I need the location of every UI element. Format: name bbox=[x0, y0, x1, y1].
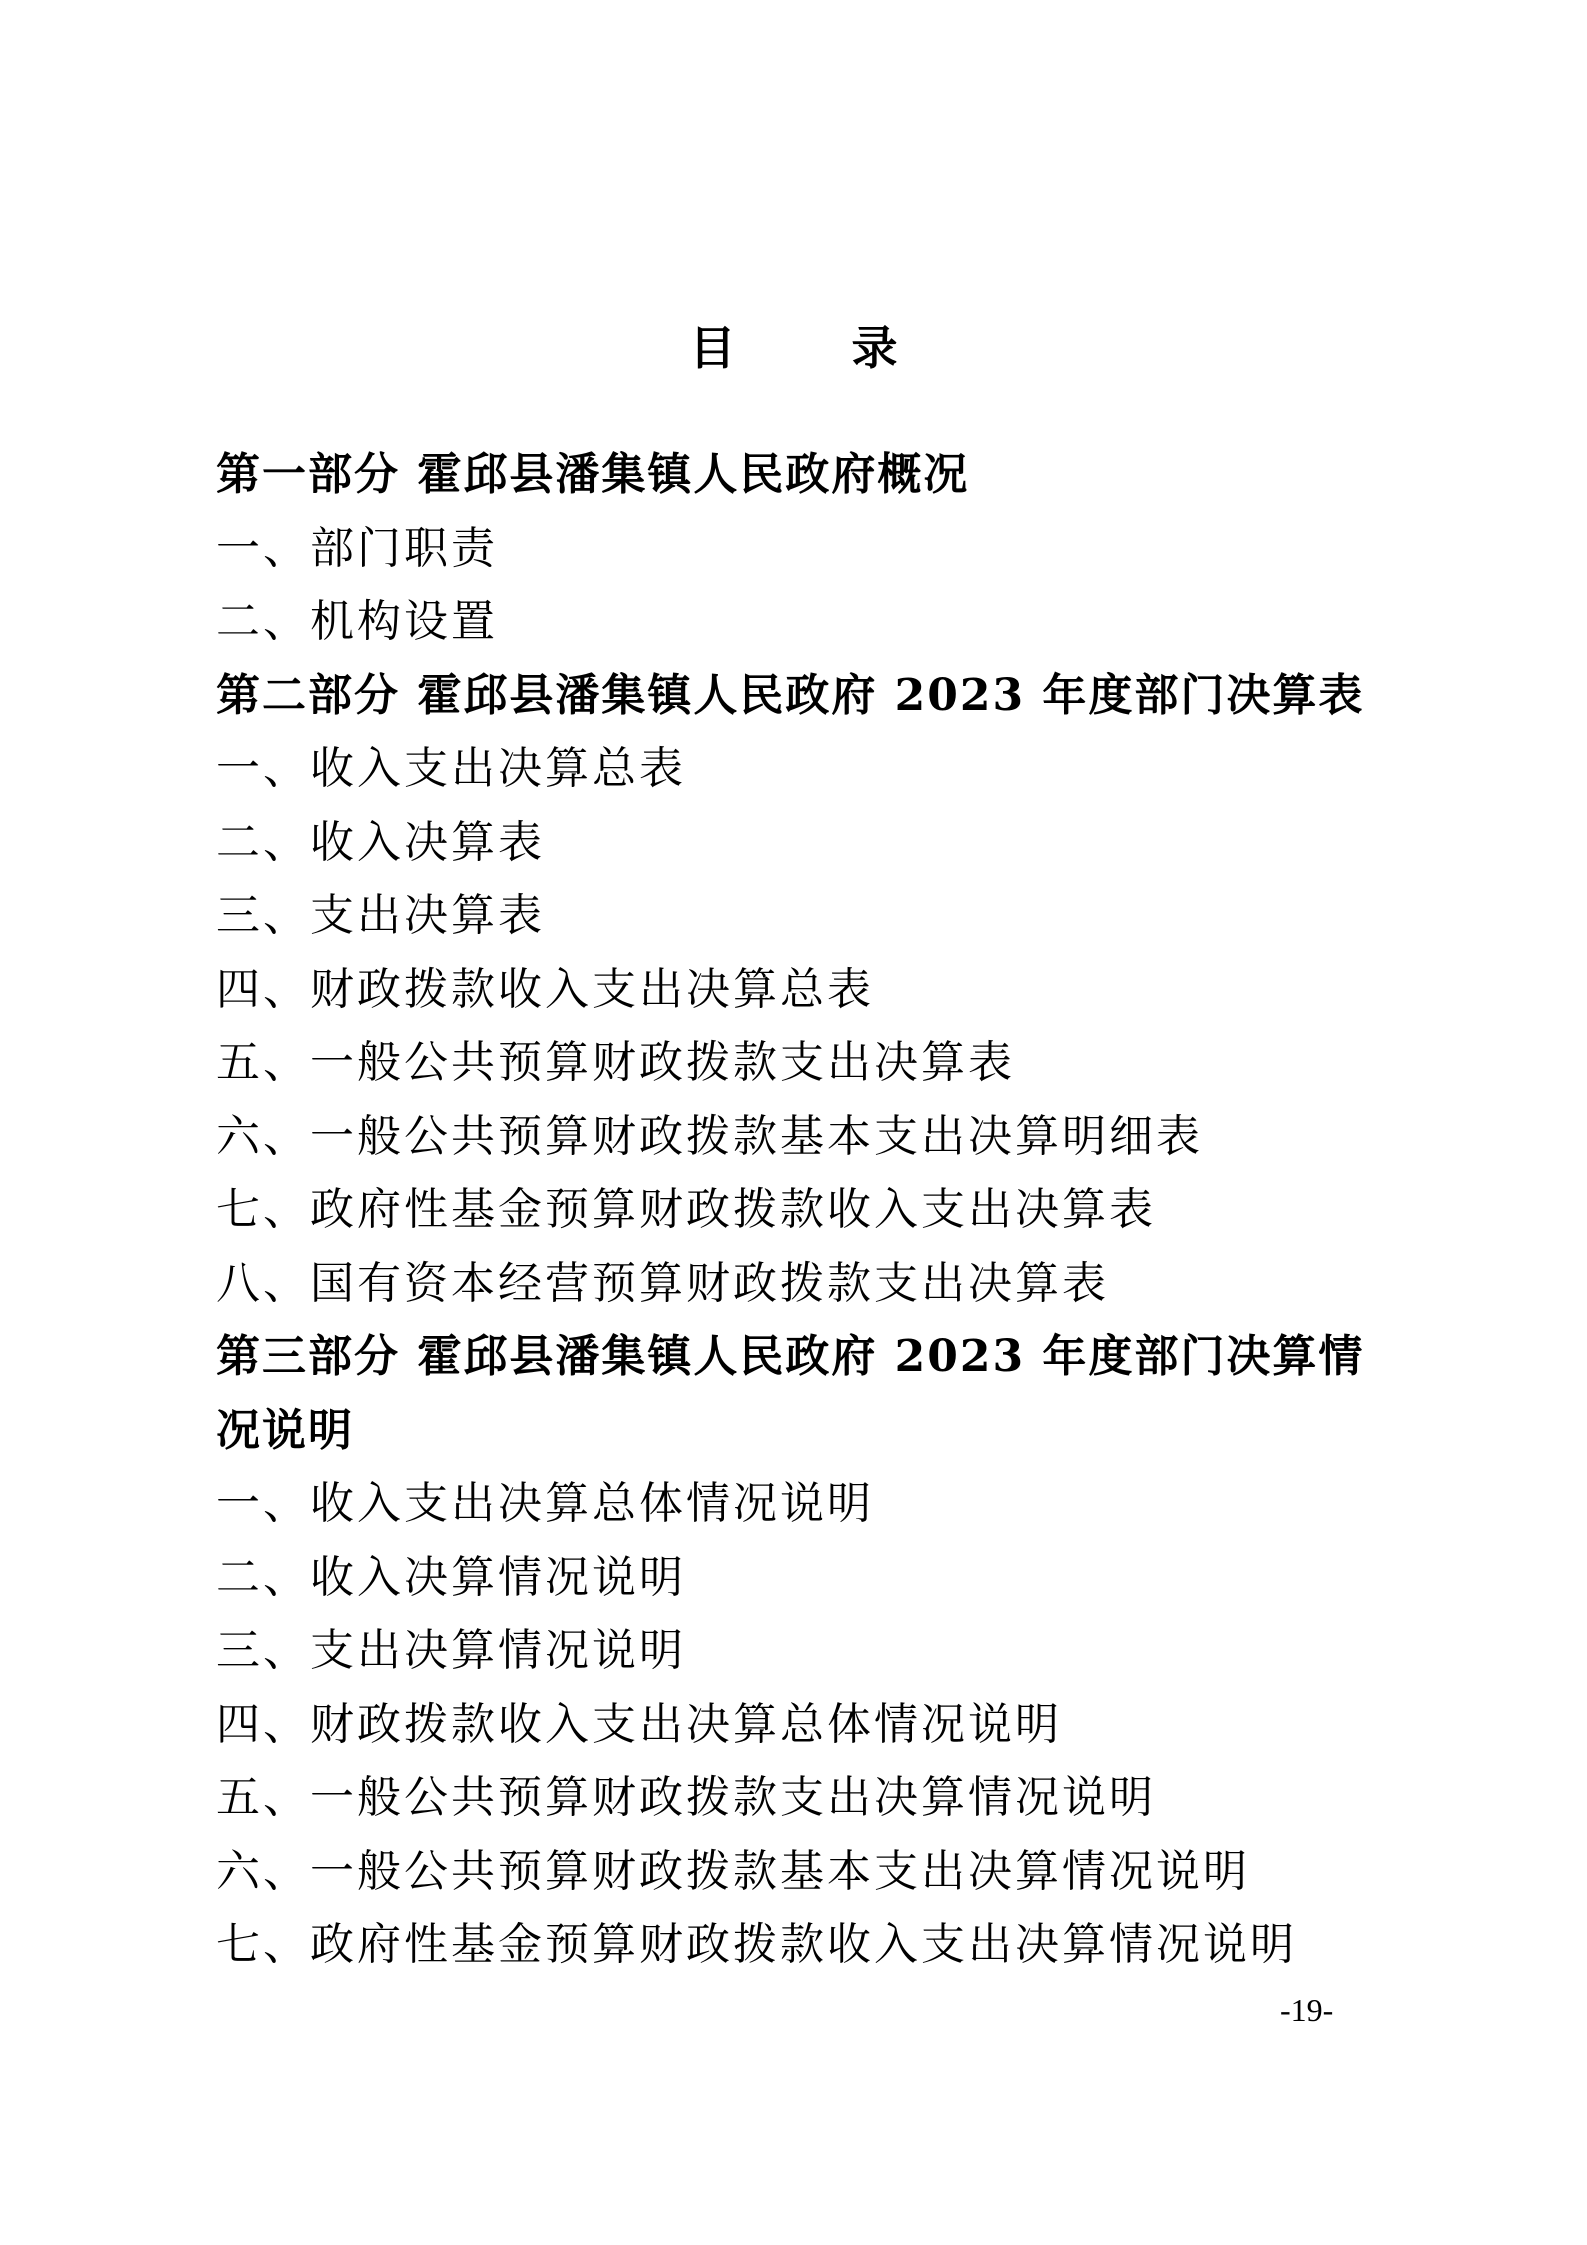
toc-item: 一、收入支出决算总体情况说明 bbox=[216, 1478, 874, 1529]
page-number: -19- bbox=[1280, 1992, 1334, 2028]
toc-item: 五、一般公共预算财政拨款支出决算表 bbox=[216, 1037, 1015, 1088]
table-of-contents bbox=[216, 438, 1416, 1982]
toc-item: 二、收入决算情况说明 bbox=[216, 1551, 686, 1603]
toc-item: 八、国有资本经营预算财政拨款支出决算表 bbox=[216, 1257, 1109, 1309]
toc-item: 六、一般公共预算财政拨款基本支出决算明细表 bbox=[216, 1110, 1203, 1162]
toc-item: 三、支出决算表 bbox=[216, 890, 545, 941]
toc-item: 六、一般公共预算财政拨款基本支出决算情况说明 bbox=[216, 1845, 1250, 1897]
toc-part3-heading: 第三部分 霍邱县潘集镇人民政府 2023 年度部门决算情 bbox=[216, 1331, 1365, 1382]
toc-item: 一、部门职责 bbox=[216, 522, 498, 574]
toc-item: 二、机构设置 bbox=[216, 596, 498, 647]
toc-item: 七、政府性基金预算财政拨款收入支出决算情况说明 bbox=[216, 1919, 1297, 1970]
toc-item: 二、收入决算表 bbox=[216, 816, 545, 868]
toc-part1-heading: 第一部分 霍邱县潘集镇人民政府概况 bbox=[216, 449, 970, 500]
toc-title: 目 录 bbox=[689, 321, 948, 375]
toc-item: 三、支出决算情况说明 bbox=[216, 1625, 686, 1676]
toc-item: 四、财政拨款收入支出决算总体情况说明 bbox=[216, 1698, 1062, 1750]
toc-part3-heading-continued: 况说明 bbox=[216, 1404, 354, 1456]
toc-item: 一、收入支出决算总表 bbox=[216, 743, 686, 794]
toc-item: 五、一般公共预算财政拨款支出决算情况说明 bbox=[216, 1772, 1156, 1823]
toc-part2-heading: 第二部分 霍邱县潘集镇人民政府 2023 年度部门决算表 bbox=[216, 669, 1365, 721]
toc-item: 七、政府性基金预算财政拨款收入支出决算表 bbox=[216, 1184, 1156, 1235]
toc-item: 四、财政拨款收入支出决算总表 bbox=[216, 963, 874, 1015]
